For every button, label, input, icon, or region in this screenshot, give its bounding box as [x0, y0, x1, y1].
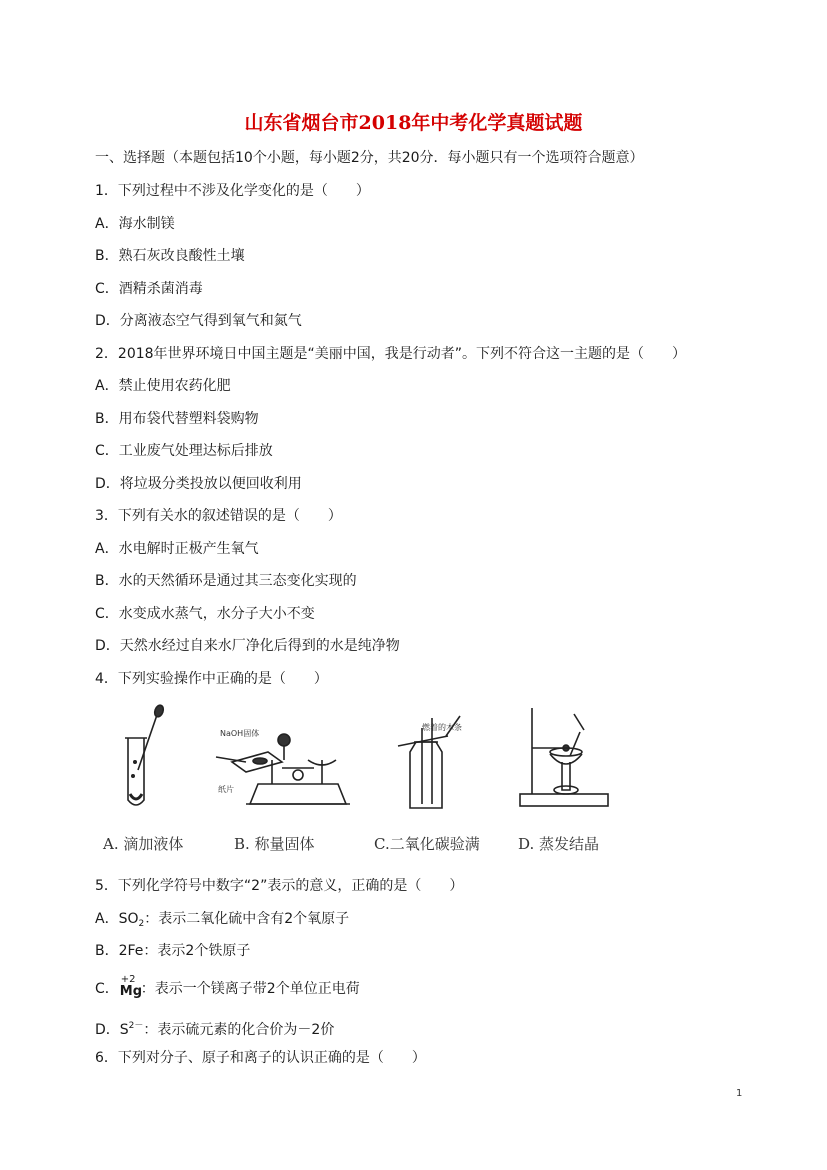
- question-3-option-a: A．水电解时正极产生氧气: [95, 541, 259, 557]
- page-title: 山东省烟台市2018年中考化学真题试题: [244, 112, 583, 134]
- question-6-stem: 6．下列对分子、原子和离子的认识正确的是（ ）: [95, 1050, 426, 1066]
- figure-caption-a: A. 滴加液体: [103, 835, 184, 853]
- question-5-option-d: D．$S^{2-}$：表示硫元素的化合价为－2价: [95, 1021, 335, 1038]
- question-4-stem: 4．下列实验操作中正确的是（ ）: [95, 671, 328, 687]
- question-3-stem: 3．下列有关水的叙述错误的是（ ）: [95, 508, 342, 524]
- question-3-option-b: B．水的天然循环是通过其三态变化实现的: [95, 573, 357, 589]
- paper-label: 纸片: [218, 785, 234, 794]
- figure-caption-b: B. 称量固体: [234, 835, 315, 853]
- question-2-option-a: A．禁止使用农药化肥: [95, 378, 231, 394]
- dropper-test-tube-sketch: [125, 704, 165, 805]
- question-3-option-c: C．水变成水蒸气，水分子大小不变: [95, 606, 315, 622]
- question-5-option-c: C． +2 Mg ：表示一个镁离子带2个单位正电荷: [95, 974, 360, 999]
- question-2-option-d: D．将垃圾分类投放以便回收利用: [95, 476, 302, 492]
- evaporation-setup-sketch: [520, 708, 608, 806]
- question-1-option-d: D．分离液态空气得到氧气和氮气: [95, 313, 302, 329]
- balance-sketch: [216, 734, 350, 804]
- question-1-option-b: B．熟石灰改良酸性土壤: [95, 248, 245, 264]
- question-2-option-b: B．用布袋代替塑料袋购物: [95, 411, 259, 427]
- page-number: 1: [736, 1088, 743, 1099]
- naoh-solid-label: NaOH固体: [220, 729, 260, 738]
- question-5-option-a: A．$SO_2$：表示二氧化硫中含有2个氧原子: [95, 911, 350, 929]
- figure-caption-d: D. 蒸发结晶: [518, 835, 600, 853]
- lab-apparatus-illustration: [100, 700, 640, 830]
- question-1-option-c: C．酒精杀菌消毒: [95, 281, 203, 297]
- burning-stick-label: 燃着的木条: [422, 723, 462, 732]
- question-5-option-b: B．2Fe：表示2个铁原子: [95, 943, 251, 959]
- magnesium-valence-symbol: +2 Mg: [119, 974, 143, 999]
- question-1-stem: 1．下列过程中不涉及化学变化的是（ ）: [95, 183, 370, 199]
- question-5-stem: 5．下列化学符号中数字“2”表示的意义，正确的是（ ）: [95, 878, 464, 894]
- question-3-option-d: D．天然水经过自来水厂净化后得到的水是纯净物: [95, 638, 400, 654]
- section-heading: 一、选择题（本题包括10个小题，每小题2分，共20分．每小题只有一个选项符合题意）: [95, 150, 644, 166]
- lab-operations-figure: [100, 700, 640, 870]
- question-2-option-c: C．工业废气处理达标后排放: [95, 443, 273, 459]
- question-1-option-a: A．海水制镁: [95, 216, 175, 232]
- figure-caption-c: C.二氧化碳验满: [374, 835, 480, 853]
- question-2-stem: 2．2018年世界环境日中国主题是“美丽中国，我是行动者”。下列不符合这一主题的是（ ）: [95, 346, 687, 362]
